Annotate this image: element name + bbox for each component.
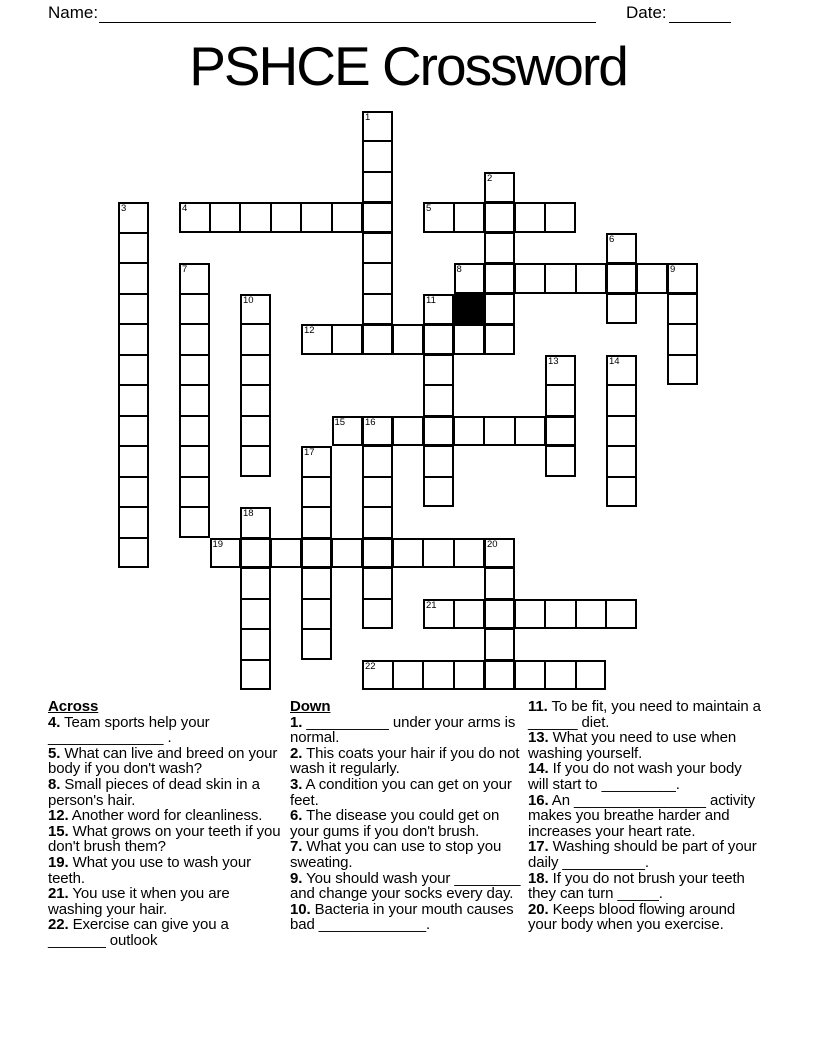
grid-number-6: 6: [609, 233, 615, 245]
grid-number-17: 17: [304, 447, 315, 458]
word-outline-6-down: [606, 233, 637, 325]
word-outline-4-across: [179, 202, 393, 233]
grid-number-13: 13: [548, 355, 559, 367]
grid-number-10: 10: [243, 294, 254, 306]
clue-1: 1. __________ under your arms is normal.: [290, 713, 516, 747]
down-heading: Down: [290, 698, 331, 715]
word-outline-12-across: [301, 324, 515, 355]
word-outline-14-down: [606, 355, 637, 508]
grid-number-4: 4: [182, 203, 188, 214]
word-outline-1-down: [362, 111, 393, 355]
word-outline-17-down: [301, 446, 332, 660]
clue-5: 5. What can live and breed on your body if you don't wash?: [48, 744, 278, 778]
clue-2: 2. This coats your hair if you do not wash it regularly.: [290, 744, 520, 778]
name-label: Name:: [48, 3, 99, 22]
word-outline-7-down: [179, 263, 210, 538]
clue-20: 20. Keeps blood flowing around your body when you exercise.: [528, 900, 736, 934]
word-outline-11-down: [423, 294, 454, 508]
grid-number-8: 8: [456, 264, 462, 275]
grid-number-7: 7: [182, 264, 188, 275]
word-outline-21-across: [423, 599, 637, 630]
word-outline-9-down: [667, 263, 698, 385]
word-outline-10-down: [240, 294, 271, 477]
grid-number-9: 9: [670, 264, 676, 275]
grid-number-20: 20: [487, 538, 498, 550]
word-outline-3-down: [118, 202, 149, 568]
grid-number-3: 3: [121, 203, 127, 214]
clue-22: 22. Exercise can give you a _______ outlook: [48, 916, 229, 949]
down-clues-column-2: [528, 699, 762, 933]
clue-7: 7. What you can use to stop you sweating.: [290, 838, 502, 871]
grid-number-21: 21: [426, 599, 437, 611]
grid-number-22: 22: [365, 660, 376, 672]
across-heading: Across: [48, 698, 99, 715]
clue-8: 8. Small pieces of dead skin in a person's hair.: [48, 775, 260, 809]
word-outline-16-down: [362, 416, 393, 630]
grid-number-12: 12: [304, 325, 315, 336]
blocked-cell: [454, 294, 485, 325]
clue-3: 3. A condition you can get on your feet.: [290, 775, 512, 809]
grid-number-16: 16: [365, 416, 376, 428]
clue-14: 14. If you do not wash your body will start to _________.: [528, 760, 742, 793]
across-clues-column: [48, 699, 284, 949]
grid-number-11: 11: [426, 294, 436, 306]
date-label: Date:: [626, 3, 667, 22]
grid-number-2: 2: [487, 172, 493, 184]
grid-number-1: 1: [365, 111, 371, 123]
grid-number-14: 14: [609, 355, 620, 367]
clue-18: 18. If you do not brush your teeth they can turn _____.: [528, 869, 745, 903]
word-outline-18-down: [240, 507, 271, 690]
page-title: PSHCE Crossword: [189, 35, 627, 97]
clue-6: 6. The disease you could get on your gums if you don't brush.: [290, 807, 500, 840]
clue-15: 15. What grows on your teeth if you don't brush them?: [48, 822, 281, 856]
grid-number-18: 18: [243, 508, 254, 519]
down-clues-column-1: [290, 699, 522, 933]
clue-21: 21. You use it when you are washing your hair.: [48, 885, 230, 918]
clue-9: 9. You should wash your ________ and change your socks every day.: [290, 869, 521, 903]
grid-number-15: 15: [334, 416, 346, 428]
grid-number-19: 19: [212, 538, 224, 550]
clue-12: 12. Another word for cleanliness.: [48, 807, 263, 825]
clue-4: 4. Team sports help your ______________ .: [48, 713, 210, 747]
clue-17: 17. Washing should be part of your daily __________.: [528, 838, 757, 871]
clue-19: 19. What you use to wash your teeth.: [48, 853, 252, 887]
clue-16: 16. An ________________ activity makes you breathe harder and increases your heart rate.: [528, 791, 756, 840]
word-outline-2-down: [484, 172, 515, 355]
clue-11: 11. To be fit, you need to maintain a ______ diet.: [528, 698, 761, 731]
word-outline-20-down: [484, 538, 515, 691]
clue-10: 10. Bacteria in your mouth causes bad _____________.: [290, 900, 514, 934]
word-outline-13-down: [545, 355, 576, 477]
clue-13: 13. What you need to use when washing yourself.: [528, 729, 737, 762]
grid-number-5: 5: [426, 203, 432, 214]
